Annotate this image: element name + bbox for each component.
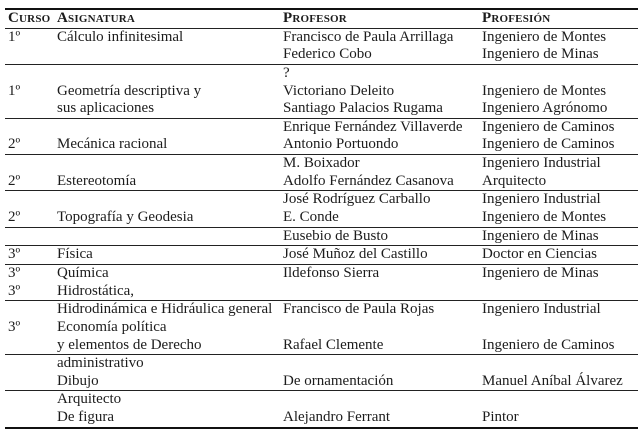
cell-profesion: Ingeniero de Minas <box>482 46 599 63</box>
cell-asignatura: y elementos de Derecho <box>57 336 202 353</box>
table-row <box>8 246 638 264</box>
cell-curso: 2º <box>8 172 21 189</box>
table-row <box>8 46 638 64</box>
table-header-group <box>5 10 638 29</box>
column-header-curso: Curso <box>8 10 51 26</box>
table-row <box>8 301 638 319</box>
table-group <box>5 29 638 65</box>
cell-curso: 1º <box>8 28 21 45</box>
cell-profesion: Ingeniero Industrial <box>482 155 601 172</box>
table-row <box>8 119 638 137</box>
cell-profesion: Ingeniero de Caminos <box>482 336 615 353</box>
cell-profesor: Victoriano Deleito <box>283 82 395 99</box>
column-header-asignatura: Asignatura <box>57 10 136 26</box>
table-row <box>8 391 638 409</box>
table-group <box>5 246 638 265</box>
cell-curso: 1º <box>8 82 21 99</box>
table-row <box>8 228 638 246</box>
table-row <box>8 337 638 355</box>
cell-asignatura: De figura <box>57 409 115 426</box>
cell-asignatura: Cálculo infinitesimal <box>57 28 184 45</box>
cell-profesor: ? <box>283 64 290 81</box>
cell-profesion: Ingeniero de Montes <box>482 28 607 45</box>
cell-profesor: Antonio Portuondo <box>283 136 399 153</box>
cell-asignatura: administrativo <box>57 355 144 372</box>
cell-profesion: Doctor en Ciencias <box>482 246 597 263</box>
cell-profesor: Enrique Fernández Villaverde <box>283 118 463 135</box>
cell-profesor: E. Conde <box>283 209 339 226</box>
cell-profesion: Ingeniero de Montes <box>482 82 607 99</box>
cell-profesor: Santiago Palacios Rugama <box>283 100 443 117</box>
cell-profesion: Ingeniero de Montes <box>482 209 607 226</box>
cell-asignatura: Estereotomía <box>57 172 137 189</box>
cell-asignatura: Química <box>57 264 109 281</box>
cell-profesion: Ingeniero de Caminos <box>482 118 615 135</box>
table-group <box>5 191 638 227</box>
cell-curso: 2º <box>8 209 21 226</box>
cell-profesor: José Rodríguez Carballo <box>283 191 431 208</box>
cell-profesor: Francisco de Paula Arrillaga <box>283 28 454 45</box>
cell-profesion: Ingeniero de Minas <box>482 264 599 281</box>
cell-profesor: Rafael Clemente <box>283 336 384 353</box>
table-group <box>5 265 638 301</box>
cell-profesion: Ingeniero Industrial <box>482 301 601 318</box>
cell-profesor: Eusebio de Busto <box>283 227 388 244</box>
table-row <box>8 173 638 191</box>
cell-profesion: Ingeniero Industrial <box>482 191 601 208</box>
cell-profesor: De ornamentación <box>283 372 394 389</box>
cell-asignatura: Topografía y Geodesia <box>57 209 194 226</box>
cell-asignatura: Economía política <box>57 318 167 335</box>
table-row <box>8 209 638 227</box>
cell-curso: 3º <box>8 282 21 299</box>
cell-curso: 2º <box>8 136 21 153</box>
cell-profesor: José Muñoz del Castillo <box>283 246 428 263</box>
table-group <box>5 301 638 355</box>
cell-profesor: Federico Cobo <box>283 46 372 63</box>
table-row <box>8 265 638 283</box>
column-header-profesor: Profesor <box>283 10 347 26</box>
cell-asignatura: Geometría descriptiva y <box>57 82 202 99</box>
cell-profesion: Ingeniero de Minas <box>482 227 599 244</box>
cell-profesor: Ildefonso Sierra <box>283 264 380 281</box>
table-row <box>8 136 638 154</box>
courses-table <box>5 8 638 429</box>
table-group <box>5 355 638 391</box>
table-row <box>8 155 638 173</box>
cell-profesor: M. Boixador <box>283 155 360 172</box>
table-group <box>5 228 638 247</box>
cell-profesion: Manuel Aníbal Álvarez <box>482 372 623 389</box>
cell-profesor: Francisco de Paula Rojas <box>283 301 435 318</box>
cell-profesor: Alejandro Ferrant <box>283 409 391 426</box>
table-row <box>8 83 638 101</box>
table-row <box>8 65 638 83</box>
table-row <box>8 100 638 118</box>
cell-curso: 3º <box>8 264 21 281</box>
cell-asignatura: Hidrostática, <box>57 282 135 299</box>
cell-profesion: Pintor <box>482 409 519 426</box>
table-group <box>5 155 638 191</box>
cell-asignatura: Dibujo <box>57 372 99 389</box>
table-row <box>8 283 638 301</box>
table-row <box>8 191 638 209</box>
cell-profesion: Arquitecto <box>482 172 547 189</box>
table-header-row <box>8 10 638 28</box>
table-row <box>8 409 638 427</box>
table-row <box>8 319 638 337</box>
table-row <box>8 29 638 47</box>
cell-asignatura: Mecánica racional <box>57 136 168 153</box>
cell-profesion: Ingeniero de Caminos <box>482 136 615 153</box>
column-header-profesion: Profesión <box>482 10 551 26</box>
cell-curso: 3º <box>8 318 21 335</box>
table-row <box>8 373 638 391</box>
cell-profesion: Ingeniero Agrónomo <box>482 100 608 117</box>
table-group <box>5 119 638 155</box>
cell-profesor: Adolfo Fernández Casanova <box>283 172 454 189</box>
table-row <box>8 355 638 373</box>
cell-curso: 3º <box>8 246 21 263</box>
cell-asignatura: Física <box>57 246 93 263</box>
table-group <box>5 65 638 119</box>
table-group <box>5 391 638 426</box>
cell-asignatura: sus aplicaciones <box>57 100 155 117</box>
cell-asignatura: Hidrodinámica e Hidráulica general <box>57 301 273 318</box>
cell-asignatura: Arquitecto <box>57 391 122 408</box>
